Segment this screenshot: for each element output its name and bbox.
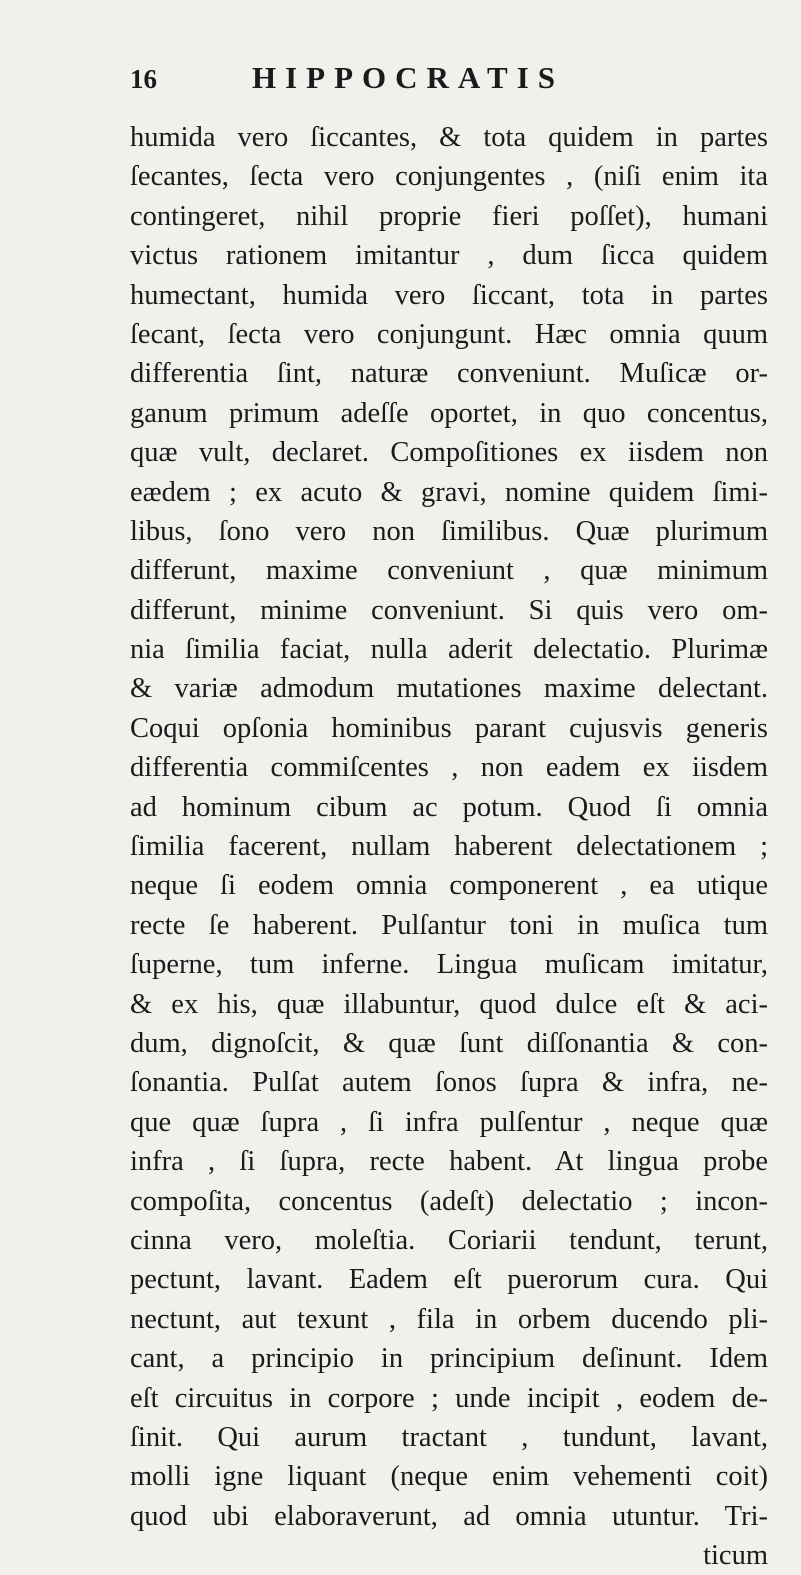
- text-line: eſt circuitus in corpore ; unde incipit , eodem de-: [130, 1382, 768, 1414]
- body-text: [130, 118, 768, 1575]
- text-line: infra , ſi ſupra, recte habent. At lingua probe: [130, 1146, 768, 1178]
- text-line: ſimilia facerent, nullam haberent delectationem ;: [130, 831, 768, 863]
- text-line: contingeret, nihil proprie fieri poſſet), humani: [130, 200, 768, 232]
- page-number: 16: [130, 64, 157, 94]
- text-line: libus, ſono vero non ſimilibus. Quæ plurimum: [130, 515, 768, 547]
- text-line: Coqui opſonia hominibus parant cujusvis generis: [130, 712, 768, 744]
- text-line: cinna vero, moleſtia. Coriarii tendunt, terunt,: [130, 1224, 768, 1256]
- text-line: ad hominum cibum ac potum. Quod ſi omnia: [130, 791, 768, 823]
- text-line: ganum primum adeſſe oportet, in quo concentus,: [130, 397, 768, 429]
- text-line: differunt, minime conveniunt. Si quis vero om-: [130, 594, 768, 626]
- text-line: cant, a principio in principium deſinunt. Idem: [130, 1343, 768, 1375]
- catchword: ticum: [703, 1540, 768, 1572]
- text-line: & ex his, quæ illabuntur, quod dulce eſt & aci-: [130, 988, 768, 1020]
- text-line: molli igne liquant (neque enim vehementi coit): [130, 1461, 768, 1493]
- text-line: differentia ſint, naturæ conveniunt. Muſicæ or-: [130, 358, 768, 390]
- text-line: quæ vult, declaret. Compoſitiones ex iisdem non: [130, 437, 768, 469]
- text-line: nia ſimilia faciat, nulla aderit delectatio. Plurimæ: [130, 634, 768, 666]
- text-line: ſinit. Qui aurum tractant , tundunt, lavant,: [130, 1421, 768, 1453]
- text-line: ſecant, ſecta vero conjungunt. Hæc omnia quum: [130, 318, 768, 350]
- text-line: pectunt, lavant. Eadem eſt puerorum cura. Qui: [130, 1264, 768, 1296]
- text-line: eædem ; ex acuto & gravi, nomine quidem ſimi-: [130, 476, 768, 508]
- text-line: ſuperne, tum inferne. Lingua muſicam imitatur,: [130, 949, 768, 981]
- text-line: recte ſe haberent. Pulſantur toni in muſica tum: [130, 909, 768, 941]
- text-line: differunt, maxime conveniunt , quæ minimum: [130, 555, 768, 587]
- text-line: compoſita, concentus (adeſt) delectatio ; incon-: [130, 1185, 768, 1217]
- text-line: nectunt, aut texunt , fila in orbem ducendo pli-: [130, 1303, 768, 1335]
- text-line: ſonantia. Pulſat autem ſonos ſupra & infra, ne-: [130, 1067, 768, 1099]
- text-line: dum, dignoſcit, & quæ ſunt diſſonantia & con-: [130, 1027, 768, 1059]
- text-line: humectant, humida vero ſiccant, tota in partes: [130, 279, 768, 311]
- text-line: humida vero ſiccantes, & tota quidem in partes: [130, 122, 768, 153]
- page-header: [130, 60, 766, 100]
- text-line: ſecantes, ſecta vero conjungentes , (niſi enim ita: [130, 161, 768, 193]
- text-line: & variæ admodum mutationes maxime delectant.: [130, 673, 768, 705]
- text-line: victus rationem imitantur , dum ſicca quidem: [130, 240, 768, 272]
- text-line: que quæ ſupra , ſi infra pulſentur , neque quæ: [130, 1106, 768, 1138]
- text-line: differentia commiſcentes , non eadem ex iisdem: [130, 752, 768, 784]
- text-line: quod ubi elaboraverunt, ad omnia utuntur. Tri-: [130, 1500, 768, 1532]
- text-line: neque ſi eodem omnia componerent , ea utique: [130, 870, 768, 902]
- running-title: HIPPOCRATIS: [252, 60, 565, 95]
